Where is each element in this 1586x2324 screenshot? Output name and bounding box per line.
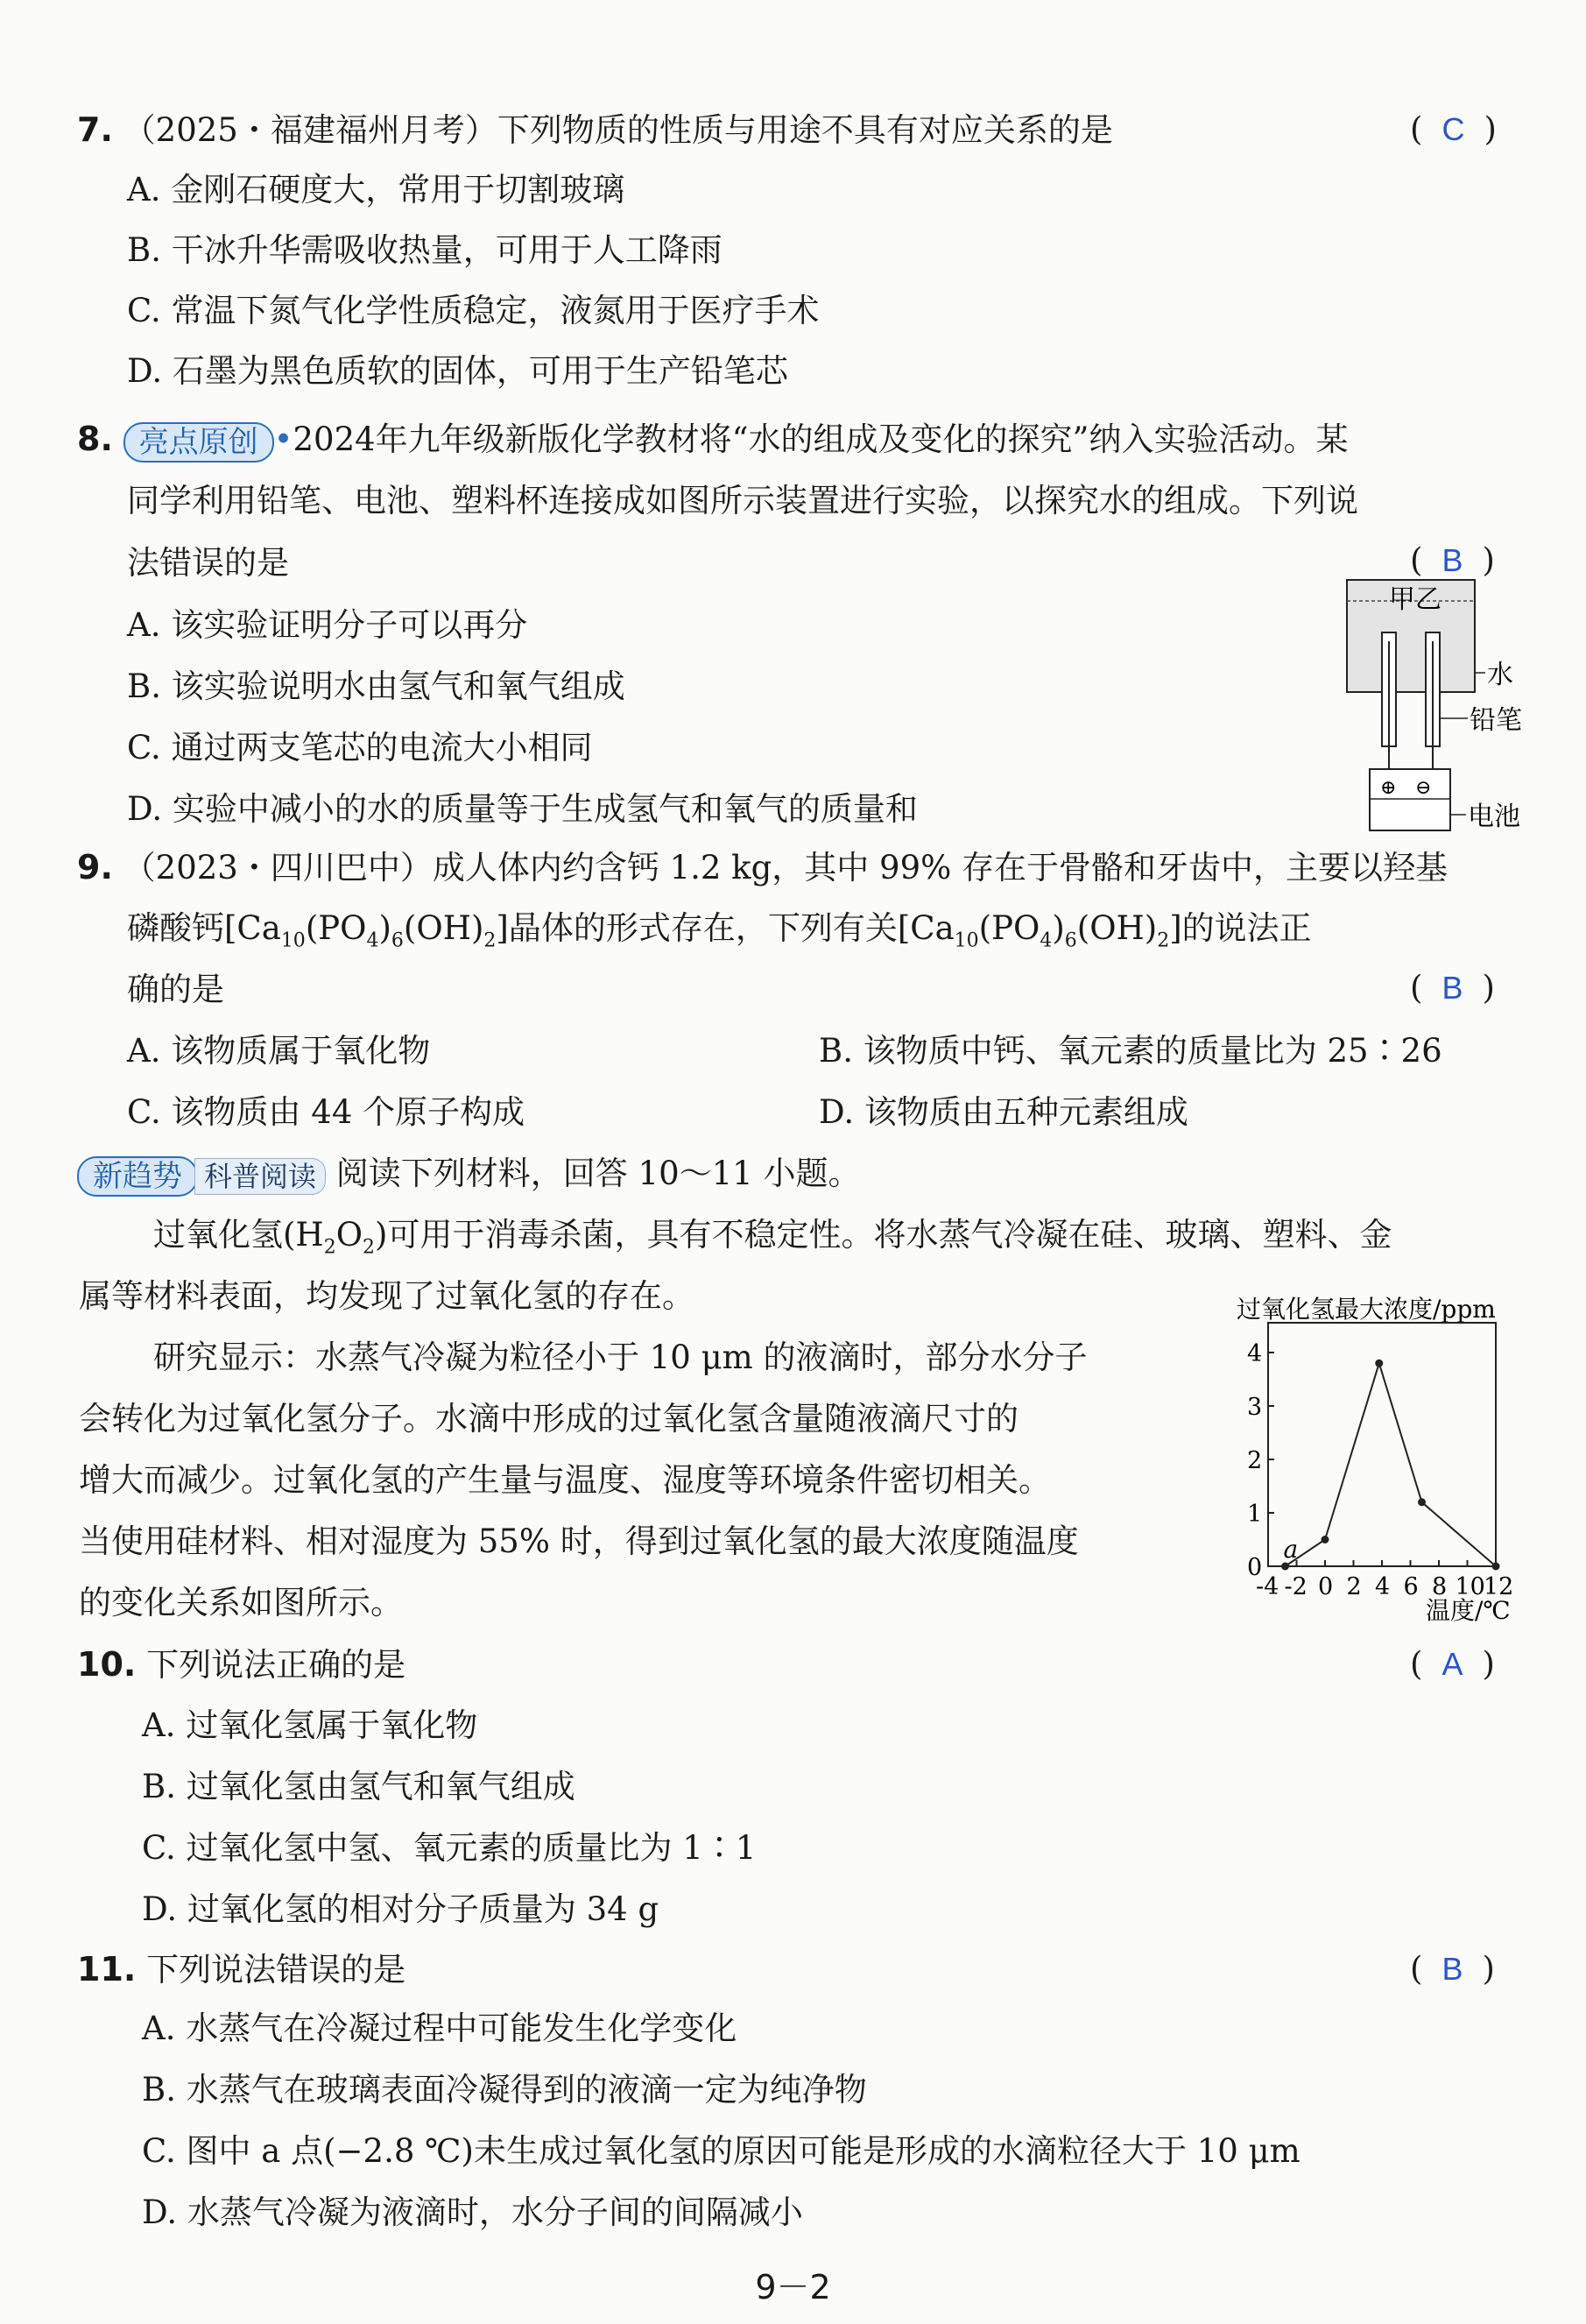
x-tick-label: 12	[1484, 1573, 1514, 1600]
q10-option-c: C. 过氧化氢中氢、氧元素的质量比为 1∶1	[142, 1829, 757, 1867]
reading-intro	[77, 1153, 860, 1197]
q8-answer-box: ( B )	[1410, 541, 1495, 579]
reading-p2-line3: 增大而减少。过氧化氢的产生量与温度、湿度等环境条件密切相关。	[79, 1461, 1051, 1499]
chart-xlabel: 温度/℃	[1426, 1596, 1511, 1625]
data-point	[1492, 1563, 1500, 1571]
series-line	[1283, 1363, 1497, 1566]
chart-ylabel: 过氧化氢最大浓度/ppm	[1237, 1295, 1496, 1324]
q9-option-c: C. 该物质由 44 个原子构成	[127, 1093, 525, 1131]
y-tick-label: 2	[1247, 1447, 1263, 1474]
q9-answer: B	[1441, 970, 1463, 1006]
h2o2-concentration-chart	[1209, 1288, 1524, 1629]
x-tick-label: 0	[1318, 1573, 1334, 1600]
q8-option-c: C. 通过两支笔芯的电流大小相同	[127, 729, 593, 766]
label-jia: 甲	[1389, 584, 1415, 615]
q11-option-c: C. 图中 a 点(−2.8 ℃)未生成过氧化氢的原因可能是形成的水滴粒径大于 10 μm	[142, 2132, 1301, 2170]
y-tick-label: 3	[1247, 1394, 1263, 1421]
q9-number: 9.	[77, 848, 113, 887]
reading-p2-line5: 的变化关系如图所示。	[79, 1584, 403, 1621]
q9-option-d: D. 该物质由五种元素组成	[819, 1093, 1188, 1131]
q8-stem: 8. 亮点原创 •2024年九年级新版化学教材将“水的组成及变化的探究”纳入实验活动。某	[77, 418, 1348, 463]
page-number: 9－2	[755, 2268, 831, 2306]
label-water: 水	[1487, 660, 1513, 690]
q9-stem-line3: 确的是	[127, 971, 224, 1008]
battery-plus-icon: ⊕	[1380, 777, 1397, 799]
q11-answer: B	[1441, 1951, 1463, 1987]
q9-stem	[77, 846, 1448, 889]
q11-answer-box: ( B )	[1410, 1950, 1495, 1988]
data-point	[1375, 1360, 1383, 1367]
x-tick-label: 4	[1375, 1573, 1391, 1600]
label-battery: 电池	[1468, 802, 1520, 832]
q11-number: 11.	[77, 1950, 137, 1988]
q7-option-c: C. 常温下氮气化学性质稳定，液氮用于医疗手术	[127, 292, 820, 329]
q7-option-d: D. 石墨为黑色质软的固体，可用于生产铅笔芯	[127, 352, 788, 390]
q9-stem-line1: （2023・四川巴中）成人体内约含钙 1.2 kg，其中 99% 存在于骨骼和牙齿中，主要以羟基	[123, 849, 1449, 887]
q10-option-d: D. 过氧化氢的相对分子质量为 34 g	[142, 1890, 659, 1928]
q8-option-a: A. 该实验证明分子可以再分	[127, 606, 528, 644]
x-tick-label: 6	[1403, 1573, 1419, 1600]
x-tick-label: 2	[1346, 1573, 1362, 1600]
q10-stem-text: 下列说法正确的是	[146, 1646, 406, 1684]
new-trend-tag: 新趋势	[77, 1156, 198, 1197]
electrolysis-apparatus-figure	[1331, 569, 1541, 850]
q10-answer: A	[1441, 1646, 1463, 1682]
q8-option-b: B. 该实验说明水由氢气和氧气组成	[127, 668, 625, 705]
q7-answer-box: ( C )	[1410, 110, 1497, 148]
q7-number: 7.	[77, 110, 113, 149]
y-tick-label: 4	[1247, 1340, 1263, 1367]
q9-option-a: A. 该物质属于氧化物	[127, 1032, 431, 1070]
data-point	[1418, 1498, 1426, 1506]
data-point	[1322, 1536, 1329, 1543]
chart-frame	[1268, 1323, 1496, 1566]
q7-stem	[77, 109, 1113, 152]
q10-number: 10.	[77, 1645, 137, 1684]
q10-option-b: B. 过氧化氢由氢气和氧气组成	[142, 1768, 575, 1805]
q8-option-d: D. 实验中减小的水的质量等于生成氢气和氧气的质量和	[127, 790, 918, 828]
x-tick-label: -2	[1284, 1573, 1308, 1600]
reading-p2-line1: 研究显示：水蒸气冷凝为粒径小于 10 μm 的液滴时，部分水分子	[153, 1339, 1088, 1376]
q9-option-b: B. 该物质中钙、氧元素的质量比为 25∶26	[819, 1032, 1442, 1070]
q10-option-a: A. 过氧化氢属于氧化物	[142, 1706, 478, 1744]
q11-option-b: B. 水蒸气在玻璃表面冷凝得到的液滴一定为纯净物	[142, 2071, 867, 2109]
q7-stem-text: （2025・福建福州月考）下列物质的性质与用途不具有对应关系的是	[123, 111, 1113, 149]
x-tick-label: 8	[1432, 1573, 1448, 1600]
q11-option-a: A. 水蒸气在冷凝过程中可能发生化学变化	[142, 2010, 737, 2047]
q8-number: 8.	[77, 420, 113, 458]
q11-stem	[77, 1948, 405, 1991]
x-tick-label: -4	[1256, 1573, 1279, 1600]
reading-p2-line2: 会转化为过氧化氢分子。水滴中形成的过氧化氢含量随液滴尺寸的	[79, 1400, 1019, 1437]
q9-stem-line2: 磷酸钙$[Ca_{10}(PO_4)_6(OH)_2]$晶体的形式存在，下列有关$[Ca_{10}(PO_4)_6(OH)_2]$的说法正	[127, 909, 1312, 952]
q8-stem-line3: 法错误的是	[127, 544, 289, 582]
reading-p2-line4: 当使用硅材料、相对湿度为 55% 时，得到过氧化氢的最大浓度随温度	[79, 1522, 1079, 1560]
label-yi: 乙	[1415, 584, 1441, 615]
label-pencil: 铅笔	[1470, 705, 1522, 736]
q7-option-b: B. 干冰升华需吸收热量，可用于人工降雨	[127, 231, 723, 269]
q9-answer-box: ( B )	[1410, 969, 1495, 1007]
q7-option-a: A. 金刚石硬度大，常用于切割玻璃	[127, 171, 625, 208]
highlight-original-tag: 亮点原创	[123, 422, 274, 463]
y-tick-label: 1	[1247, 1501, 1263, 1528]
q10-stem	[77, 1643, 405, 1686]
reading-intro-text: 阅读下列材料，回答 10～11 小题。	[335, 1155, 861, 1192]
q8-stem-line1: 2024年九年级新版化学教材将“水的组成及变化的探究”纳入实验活动。某	[293, 420, 1349, 458]
y-tick-label: 0	[1247, 1554, 1263, 1581]
q8-answer: B	[1441, 542, 1463, 578]
q11-stem-text: 下列说法错误的是	[146, 1951, 406, 1988]
reading-p1-line1: 过氧化氢$(H_2O_2)$可用于消毒杀菌，具有不稳定性。将水蒸气冷凝在硅、玻璃、塑料、金	[153, 1216, 1392, 1259]
q8-stem-line2: 同学利用铅笔、电池、塑料杯连接成如图所示装置进行实验，以探究水的组成。下列说	[127, 482, 1358, 519]
q10-answer-box: ( A )	[1410, 1645, 1495, 1683]
battery-minus-icon: ⊖	[1415, 777, 1432, 799]
reading-p1-line2: 属等材料表面，均发现了过氧化氢的存在。	[79, 1277, 694, 1315]
q11-option-d: D. 水蒸气冷凝为液滴时，水分子间的间隔减小	[142, 2193, 803, 2231]
x-tick-label: 10	[1455, 1573, 1485, 1600]
science-reading-tag: 科普阅读	[194, 1158, 326, 1195]
q7-answer: C	[1441, 111, 1465, 147]
point-a-label: a	[1283, 1535, 1299, 1564]
